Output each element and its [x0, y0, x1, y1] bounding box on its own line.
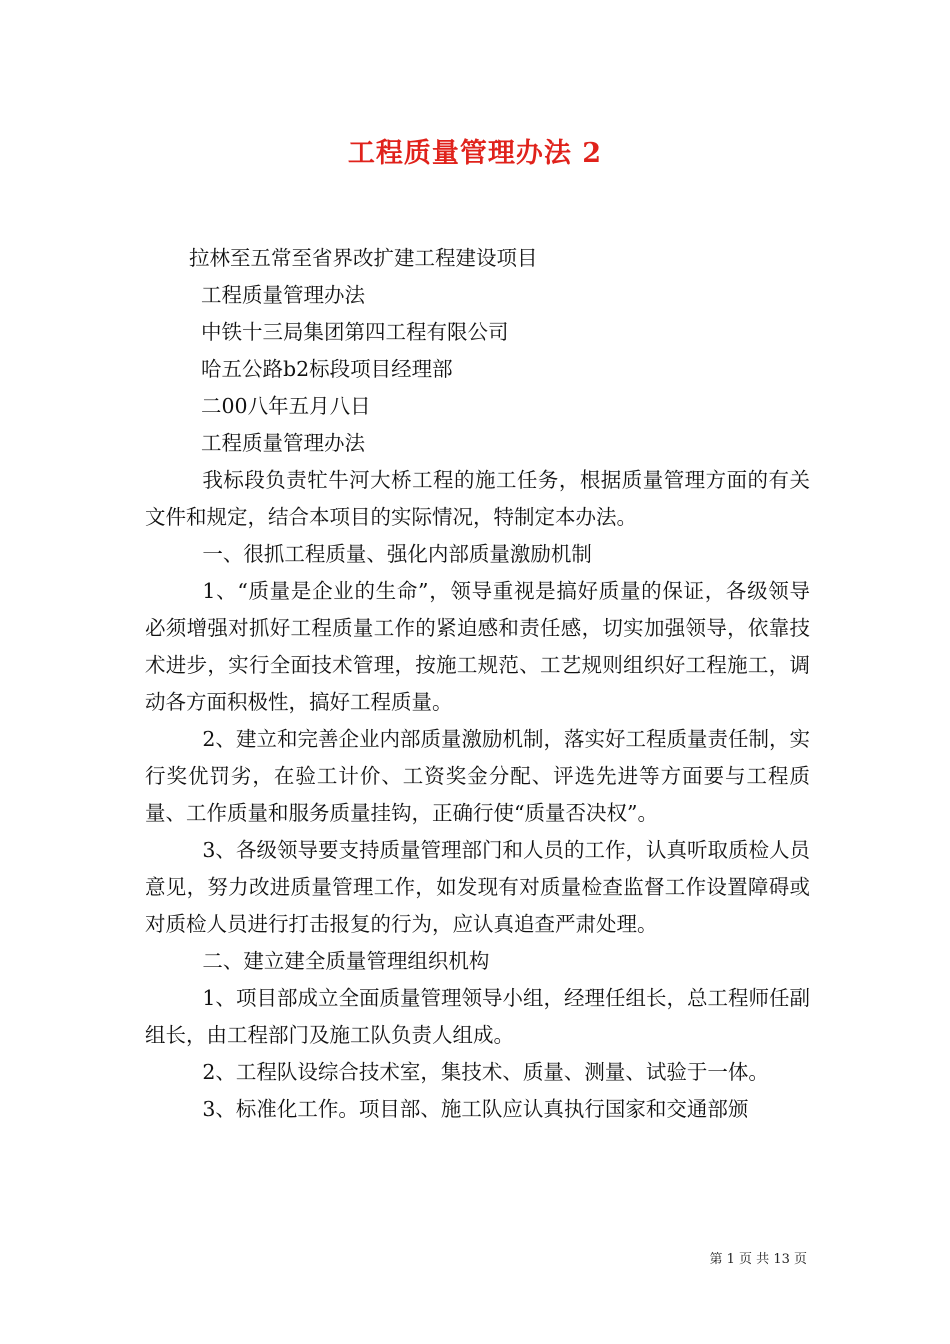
section-heading-2: 二、建立建全质量管理组织机构 — [202, 949, 490, 973]
document-body — [145, 240, 810, 1128]
page-number: 第 1 页 共 13 页 — [709, 1252, 807, 1267]
cover-line-company: 中铁十三局集团第四工程有限公司 — [201, 320, 509, 344]
cover-line-department: 哈五公路b2标段项目经理部 — [201, 357, 453, 381]
paragraph-1-1: 1、“质量是企业的生命”，领导重视是搞好质量的保证，各级领导必须增强对抓好工程质量工作的紧迫感和责任感，切实加强领导，依靠技术进步，实行全面技术管理，按施工规范、工艺规则组织好工程施工，调动各方面积极性，搞好工程质量。 — [145, 579, 810, 714]
cover-line-project: 拉林至五常至省界改扩建工程建设项目 — [189, 246, 538, 270]
section-heading-1: 一、很抓工程质量、强化内部质量激励机制 — [202, 542, 592, 566]
cover-line-subtitle: 工程质量管理办法 — [201, 283, 365, 307]
paragraph-2-1: 1、项目部成立全面质量管理领导小组，经理任组长，总工程师任副组长，由工程部门及施工队负责人组成。 — [145, 986, 810, 1047]
section-heading-main: 工程质量管理办法 — [201, 431, 365, 455]
paragraph-1-3: 3、各级领导要支持质量管理部门和人员的工作，认真听取质检人员意见，努力改进质量管理工作，如发现有对质量检查监督工作设置障碍或对质检人员进行打击报复的行为，应认真追查严肃处理。 — [145, 838, 810, 936]
paragraph-2-3: 3、标准化工作。项目部、施工队应认真执行国家和交通部颁 — [202, 1097, 749, 1121]
paragraph-1-2: 2、建立和完善企业内部质量激励机制，落实好工程质量责任制，实行奖优罚劣，在验工计价、工资奖金分配、评选先进等方面要与工程质量、工作质量和服务质量挂钩，正确行使“质量否决权”。 — [145, 727, 810, 825]
document-title: 工程质量管理办法 2 — [347, 138, 603, 169]
paragraph-2-2: 2、工程队设综合技术室，集技术、质量、测量、试验于一体。 — [202, 1060, 769, 1084]
paragraph-intro: 我标段负责牤牛河大桥工程的施工任务，根据质量管理方面的有关文件和规定，结合本项目的实际情况，特制定本办法。 — [145, 468, 810, 529]
cover-line-date: 二00八年五月八日 — [201, 394, 371, 418]
